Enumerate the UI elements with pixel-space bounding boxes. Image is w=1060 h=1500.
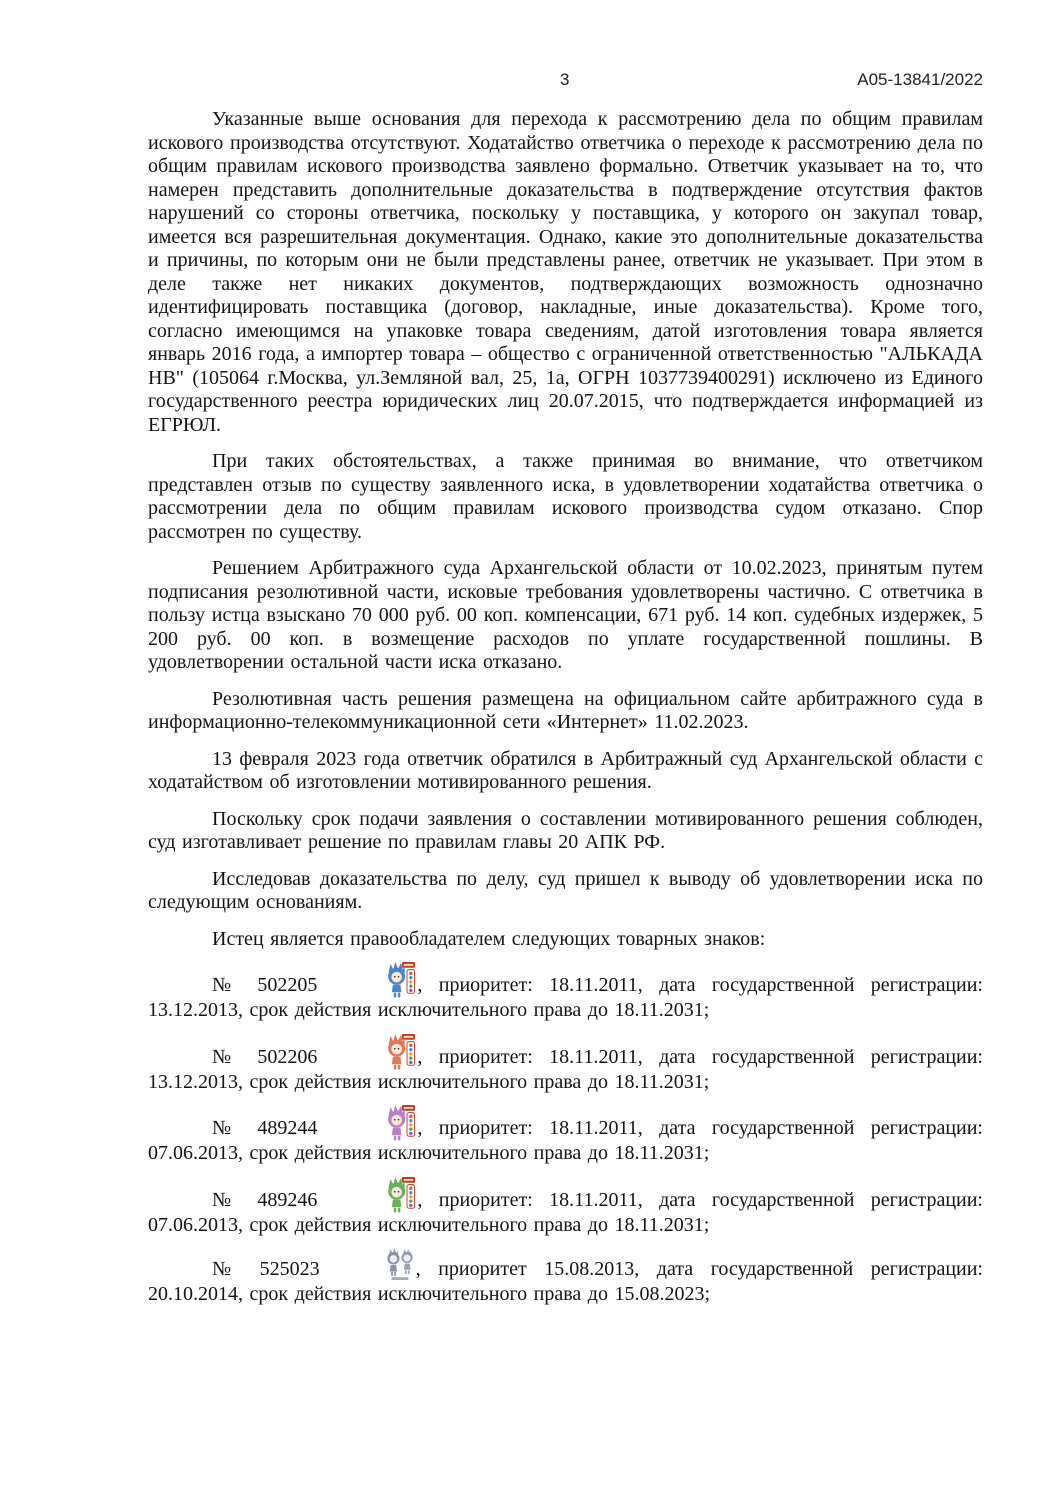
document-body [148,108,983,1307]
paragraph: Резолютивная часть решения размещена на официальном сайте арбитражного суда в информационно-телекоммуникационной сети «Интернет» 11.02.2023. [148,687,983,733]
paragraph: Исследовав доказательства по делу, суд пришел к выводу об удовлетворении иска по следующим основаниям. [148,867,983,913]
paragraph: 13 февраля 2023 года ответчик обратился в Арбитражный суд Архангельской области с ходатайством об изготовлении мотивированного решения. [148,747,983,793]
trademark-number: № 489246 [212,1188,318,1211]
fixies-character-green-icon [318,1176,416,1214]
case-number: А05-13841/2022 [857,70,983,89]
trademark-number: № 502206 [212,1045,318,1068]
paragraph: Решением Арбитражного суда Архангельской области от 10.02.2023, принятым путем подписания резолютивной части, исковые требования удовлетворены частично. С ответчика в пользу истца взыскано 70 000 руб. 00 коп. компенсации, 671 руб. 14 коп. судебных издержек, 5 200 руб. 00 коп. в возмещение расходов по уплате государственной пошлины. В удовлетворении остальной части иска отказано. [148,557,983,673]
paragraph: При таких обстоятельствах, а также принимая во внимание, что ответчиком представлен отзыв по существу заявленного иска, в удовлетворении ходатайства ответчика о рассмотрении дела по общим правилам искового производства судом отказано. Спор рассмотрен по существу. [148,450,983,543]
fixies-character-purple-icon [318,1104,416,1142]
fixies-character-blue-icon [318,961,416,999]
paragraph: Истец является правообладателем следующих товарных знаков: [212,927,766,950]
paragraph: Поскольку срок подачи заявления о составлении мотивированного решения соблюден, суд изготавливает решение по правилам главы 20 АПК РФ. [148,807,983,853]
trademark-details: , приоритет: 18.11.2011, дата государственной регистрации: 07.06.2013, срок действия исключительного права до 18.11.2031; [148,1188,983,1236]
page-number: 3 [560,70,570,89]
trademark-details: , приоритет 15.08.2013, дата государственной регистрации: 20.10.2014, срок действия исключительного права до 15.08.2023; [148,1258,983,1305]
page-header [148,70,983,90]
fixies-character-orange-icon [318,1033,416,1071]
fixies-two-characters-gray-icon [321,1247,415,1283]
trademark-number: № 489244 [212,1117,318,1139]
trademark-number: № 525023 [212,1258,320,1280]
paragraph: Указанные выше основания для перехода к рассмотрению дела по общим правилам искового производства отсутствуют. Ходатайство ответчика о переходе к рассмотрению дела по общим правилам искового производства заявлено формально. Ответчик указывает на то, что намерен представить дополнительные доказательства в подтверждение отсутствия фактов нарушений со стороны ответчика, поскольку у поставщика, у которого он закупал товар, имеется вся разрешительная документация. Однако, какие это дополнительные доказательства и причины, по которым они не были представлены ранее, ответчик не указывает. При этом в деле также нет никаких документов, подтверждающих возможность однозначно идентифицировать поставщика (договор, накладные, иные доказательства). Кроме того, согласно имеющимся на упаковке товара сведениям, датой изготовления товара является январь 2016 года, а импортер товара – общество с ограниченной ответственностью "АЛЬКАДА НВ" (105064 г.Москва, ул.Земляной вал, 25, 1а, ОГРН 1037739400291) исключено из Единого государственного реестра юридических лиц 20.07.2015, что подтверждается информацией из ЕГРЮЛ. [148,108,983,436]
trademark-details: , приоритет: 18.11.2011, дата государственной регистрации: 13.12.2013, срок действия исключительного права до 18.11.2031; [148,974,983,1021]
trademark-entry [148,1104,983,1166]
trademark-details: , приоритет: 18.11.2011, дата государственной регистрации: 07.06.2013, срок действия исключительного права до 18.11.2031; [148,1117,983,1164]
trademark-number: № 502205 [212,974,318,996]
trademark-entry [148,1033,983,1095]
trademark-entry [148,961,983,1023]
trademark-entry [148,1176,983,1238]
trademark-details: , приоритет: 18.11.2011, дата государственной регистрации: 13.12.2013, срок действия исключительного права до 18.11.2031; [148,1045,983,1093]
trademark-entry [148,1247,983,1307]
